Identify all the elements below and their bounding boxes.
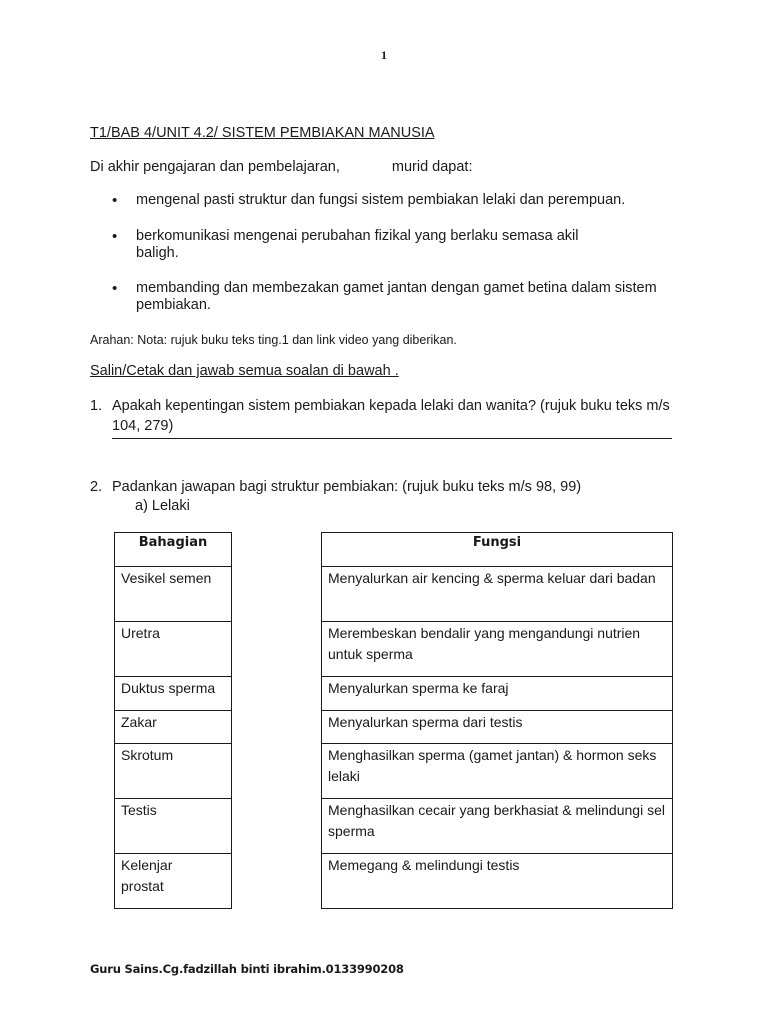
- answer-line[interactable]: [112, 438, 672, 439]
- learning-objectives: [90, 192, 690, 314]
- document-title: T1/BAB 4/UNIT 4.2/ SISTEM PEMBIAKAN MANUSIA: [90, 125, 435, 141]
- function-cell: Menyalurkan sperma dari testis: [322, 711, 673, 744]
- intro-part-1: Di akhir pengajaran dan pembelajaran,: [90, 159, 340, 175]
- objective-item: • mengenal pasti struktur dan fungsi sistem pembiakan lelaki dan perempuan.: [90, 192, 690, 209]
- question-1: [90, 396, 690, 436]
- parts-header: Bahagian: [115, 533, 232, 567]
- learning-intro: [90, 159, 473, 175]
- objective-item: • membanding dan membezakan gamet jantan dengan gamet betina dalam sistem pembiakan.: [90, 280, 690, 314]
- question-number: 2.: [90, 479, 103, 495]
- function-cell: Merembeskan bendalir yang mengandungi nutrien untuk sperma: [322, 622, 673, 677]
- part-cell: Vesikel semen: [115, 567, 232, 622]
- instruction-note: Arahan: Nota: rujuk buku teks ting.1 dan link video yang diberikan.: [90, 333, 457, 347]
- function-cell: Menyalurkan sperma ke faraj: [322, 677, 673, 711]
- part-cell: Uretra: [115, 622, 232, 677]
- page-number: 1: [381, 48, 387, 62]
- functions-header: Fungsi: [322, 533, 673, 567]
- task-heading: Salin/Cetak dan jawab semua soalan di bawah .: [90, 363, 399, 379]
- functions-table: [321, 532, 673, 909]
- intro-part-2: murid dapat:: [391, 159, 473, 175]
- question-number: 1.: [90, 398, 103, 414]
- function-cell: Menghasilkan cecair yang berkhasiat & melindungi sel sperma: [322, 799, 673, 854]
- question-text: Apakah kepentingan sistem pembiakan kepada lelaki dan wanita? (rujuk buku teks m/s 104, 279): [112, 398, 670, 434]
- parts-table: [114, 532, 232, 909]
- question-text: Padankan jawapan bagi struktur pembiakan: (rujuk buku teks m/s 98, 99): [112, 479, 582, 495]
- question-2: [90, 477, 690, 497]
- part-cell: Zakar: [115, 711, 232, 744]
- function-cell: Memegang & melindungi testis: [322, 854, 673, 909]
- function-cell: Menyalurkan air kencing & sperma keluar dari badan: [322, 567, 673, 622]
- sub-question-label: a) Lelaki: [135, 498, 190, 514]
- part-cell: Duktus sperma: [115, 677, 232, 711]
- part-cell: Testis: [115, 799, 232, 854]
- function-cell: Menghasilkan sperma (gamet jantan) & hormon seks lelaki: [322, 744, 673, 799]
- part-cell: Skrotum: [115, 744, 232, 799]
- footer-teacher-info: Guru Sains.Cg.fadzillah binti ibrahim.0133990208: [90, 962, 404, 976]
- objective-item: • berkomunikasi mengenai perubahan fizikal yang berlaku semasa akil baligh.: [90, 228, 616, 262]
- part-cell: Kelenjar prostat: [115, 854, 232, 909]
